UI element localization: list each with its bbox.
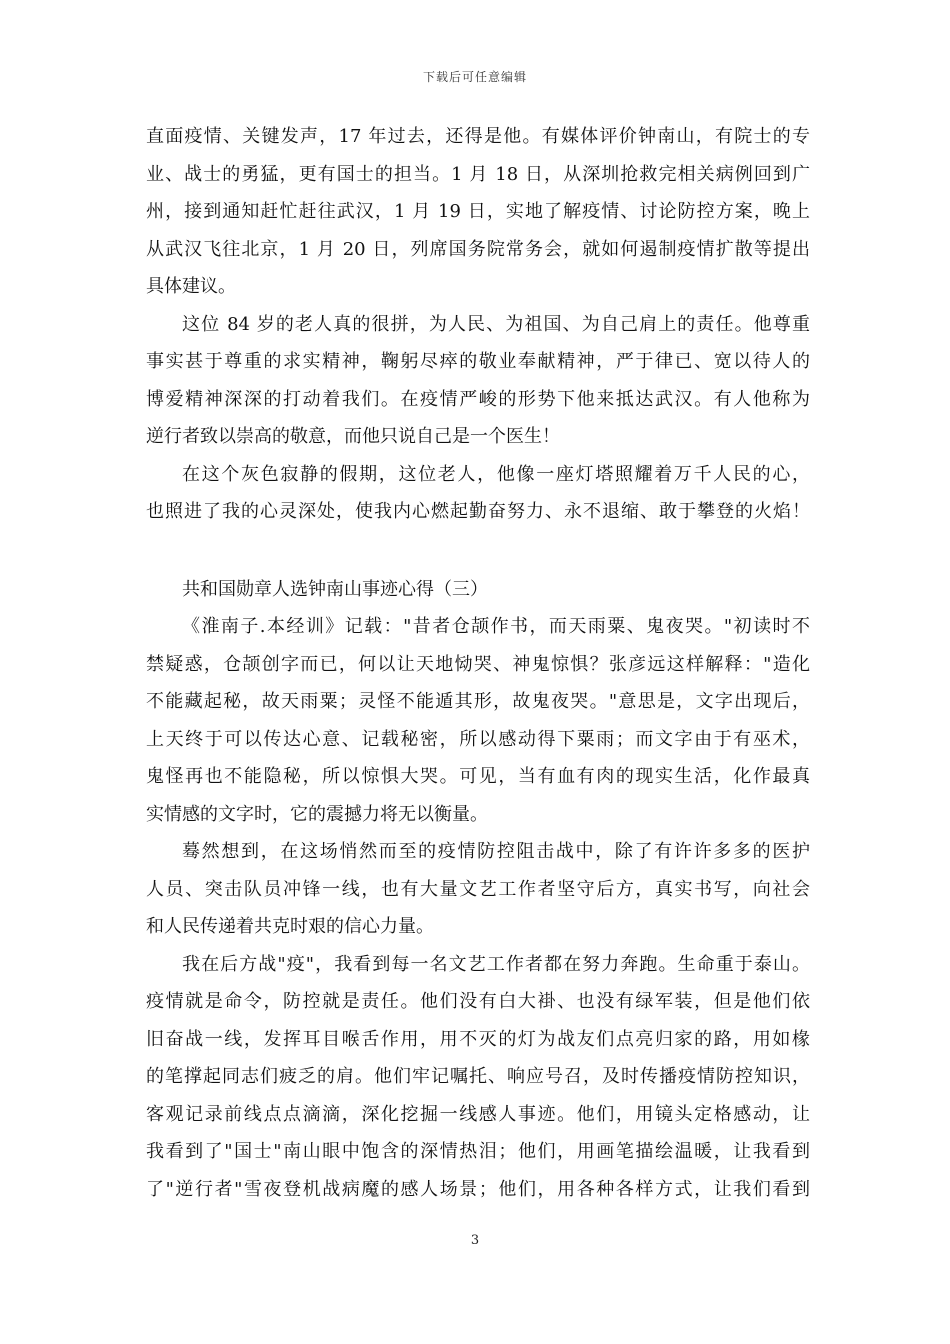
- paragraph-zhong-nanshan-duty: [146, 118, 810, 306]
- text-line: 州，接到通知赶忙赶往武汉，1 月 19 日，实地了解疫情、讨论防控方案，晚上: [146, 201, 810, 222]
- text-line: 人员、突击队员冲锋一线，也有大量文艺工作者坚守后方，真实书写，向社会: [146, 878, 810, 900]
- text-line: 上天终于可以传达心意、记载秘密，所以感动得下粟雨；而文字由于有巫术，: [146, 728, 810, 750]
- section-gap: [146, 531, 810, 571]
- paragraph-84-year-old: [146, 306, 810, 456]
- text-line: 逆行者致以崇高的敬意，而他只说自己是一个医生！: [146, 426, 560, 447]
- text-line: 禁疑惑，仓颉创字而已，何以让天地恸哭、神鬼惊惧？张彦远这样解释："造化: [146, 653, 810, 675]
- text-line: 博爱精神深深的打动着我们。在疫情严峻的形势下他来抵达武汉。有人他称为: [146, 388, 810, 410]
- text-line: 鬼怪再也不能隐秘，所以惊惧大哭。可见，当有血有肉的现实生活，化作最真: [146, 766, 810, 787]
- text-line: 我在后方战"疫"，我看到每一名文艺工作者都在努力奔跑。生命重于泰山。: [182, 953, 810, 975]
- page-header: 下载后可任意编辑: [422, 70, 527, 84]
- page-number: 3: [470, 1233, 480, 1248]
- text-line: 从武汉飞往北京，1 月 20 日，列席国务院常务会，就如何遏制疫情扩散等提出: [146, 238, 810, 260]
- paragraph-artists: [146, 946, 810, 1209]
- text-line: 这位 84 岁的老人真的很拼，为人民、为祖国、为自己肩上的责任。他尊重: [182, 313, 810, 335]
- text-line: 也照进了我的心灵深处，使我内心燃起勤奋努力、永不退缩、敢于攀登的火焰！: [146, 501, 810, 522]
- text-line: 《淮南子.本经训》记载："昔者仓颉作书，而天雨粟、鬼夜哭。"初读时不: [182, 616, 810, 637]
- text-line: 在这个灰色寂静的假期，这位老人，他像一座灯塔照耀着万千人民的心，: [182, 463, 810, 485]
- text-line: 旧奋战一线，发挥耳目喉舌作用，用不灭的灯为战友们点亮归家的路，用如椽: [146, 1028, 810, 1050]
- text-line: 具体建议。: [146, 276, 236, 297]
- text-line: 直面疫情、关键发声，17 年过去，还得是他。有媒体评价钟南山，有院士的专: [146, 126, 810, 147]
- paragraph-huainanzi: [146, 608, 810, 833]
- section-heading: 共和国勋章人选钟南山事迹心得（三）: [182, 578, 488, 600]
- text-line: 我看到了"国士"南山眼中饱含的深情热泪；他们，用画笔描绘温暖，让我看到: [146, 1141, 810, 1162]
- text-line: 了"逆行者"雪夜登机战病魔的感人场景；他们，用各种各样方式，让我们看到: [146, 1178, 810, 1200]
- text-line: 不能藏起秘，故天雨粟；灵怪不能遁其形，故鬼夜哭。"意思是，文字出现后，: [146, 691, 810, 712]
- text-line: 事实甚于尊重的求实精神，鞠躬尽瘁的敬业奉献精神，严于律已、宽以待人的: [146, 351, 810, 372]
- text-line: 的笔撑起同志们疲乏的肩。他们牢记嘱托、响应号召，及时传播疫情防控知识，: [146, 1066, 810, 1087]
- text-line: 蓦然想到，在这场悄然而至的疫情防控阻击战中，除了有许许多多的医护: [182, 841, 810, 862]
- paragraph-epidemic-fight: [146, 833, 810, 946]
- text-line: 和人民传递着共克时艰的信心力量。: [146, 916, 434, 937]
- text-line: 业、战士的勇猛，更有国士的担当。1 月 18 日，从深圳抢救完相关病例回到广: [146, 163, 810, 185]
- text-line: 客观记录前线点点滴滴，深化挖掘一线感人事迹。他们，用镜头定格感动，让: [146, 1103, 810, 1125]
- document-body: [146, 118, 810, 1208]
- text-line: 实情感的文字时，它的震撼力将无以衡量。: [146, 803, 488, 825]
- text-line: 疫情就是命令，防控就是责任。他们没有白大褂、也没有绿军装，但是他们依: [146, 991, 810, 1012]
- paragraph-lighthouse: [146, 456, 810, 531]
